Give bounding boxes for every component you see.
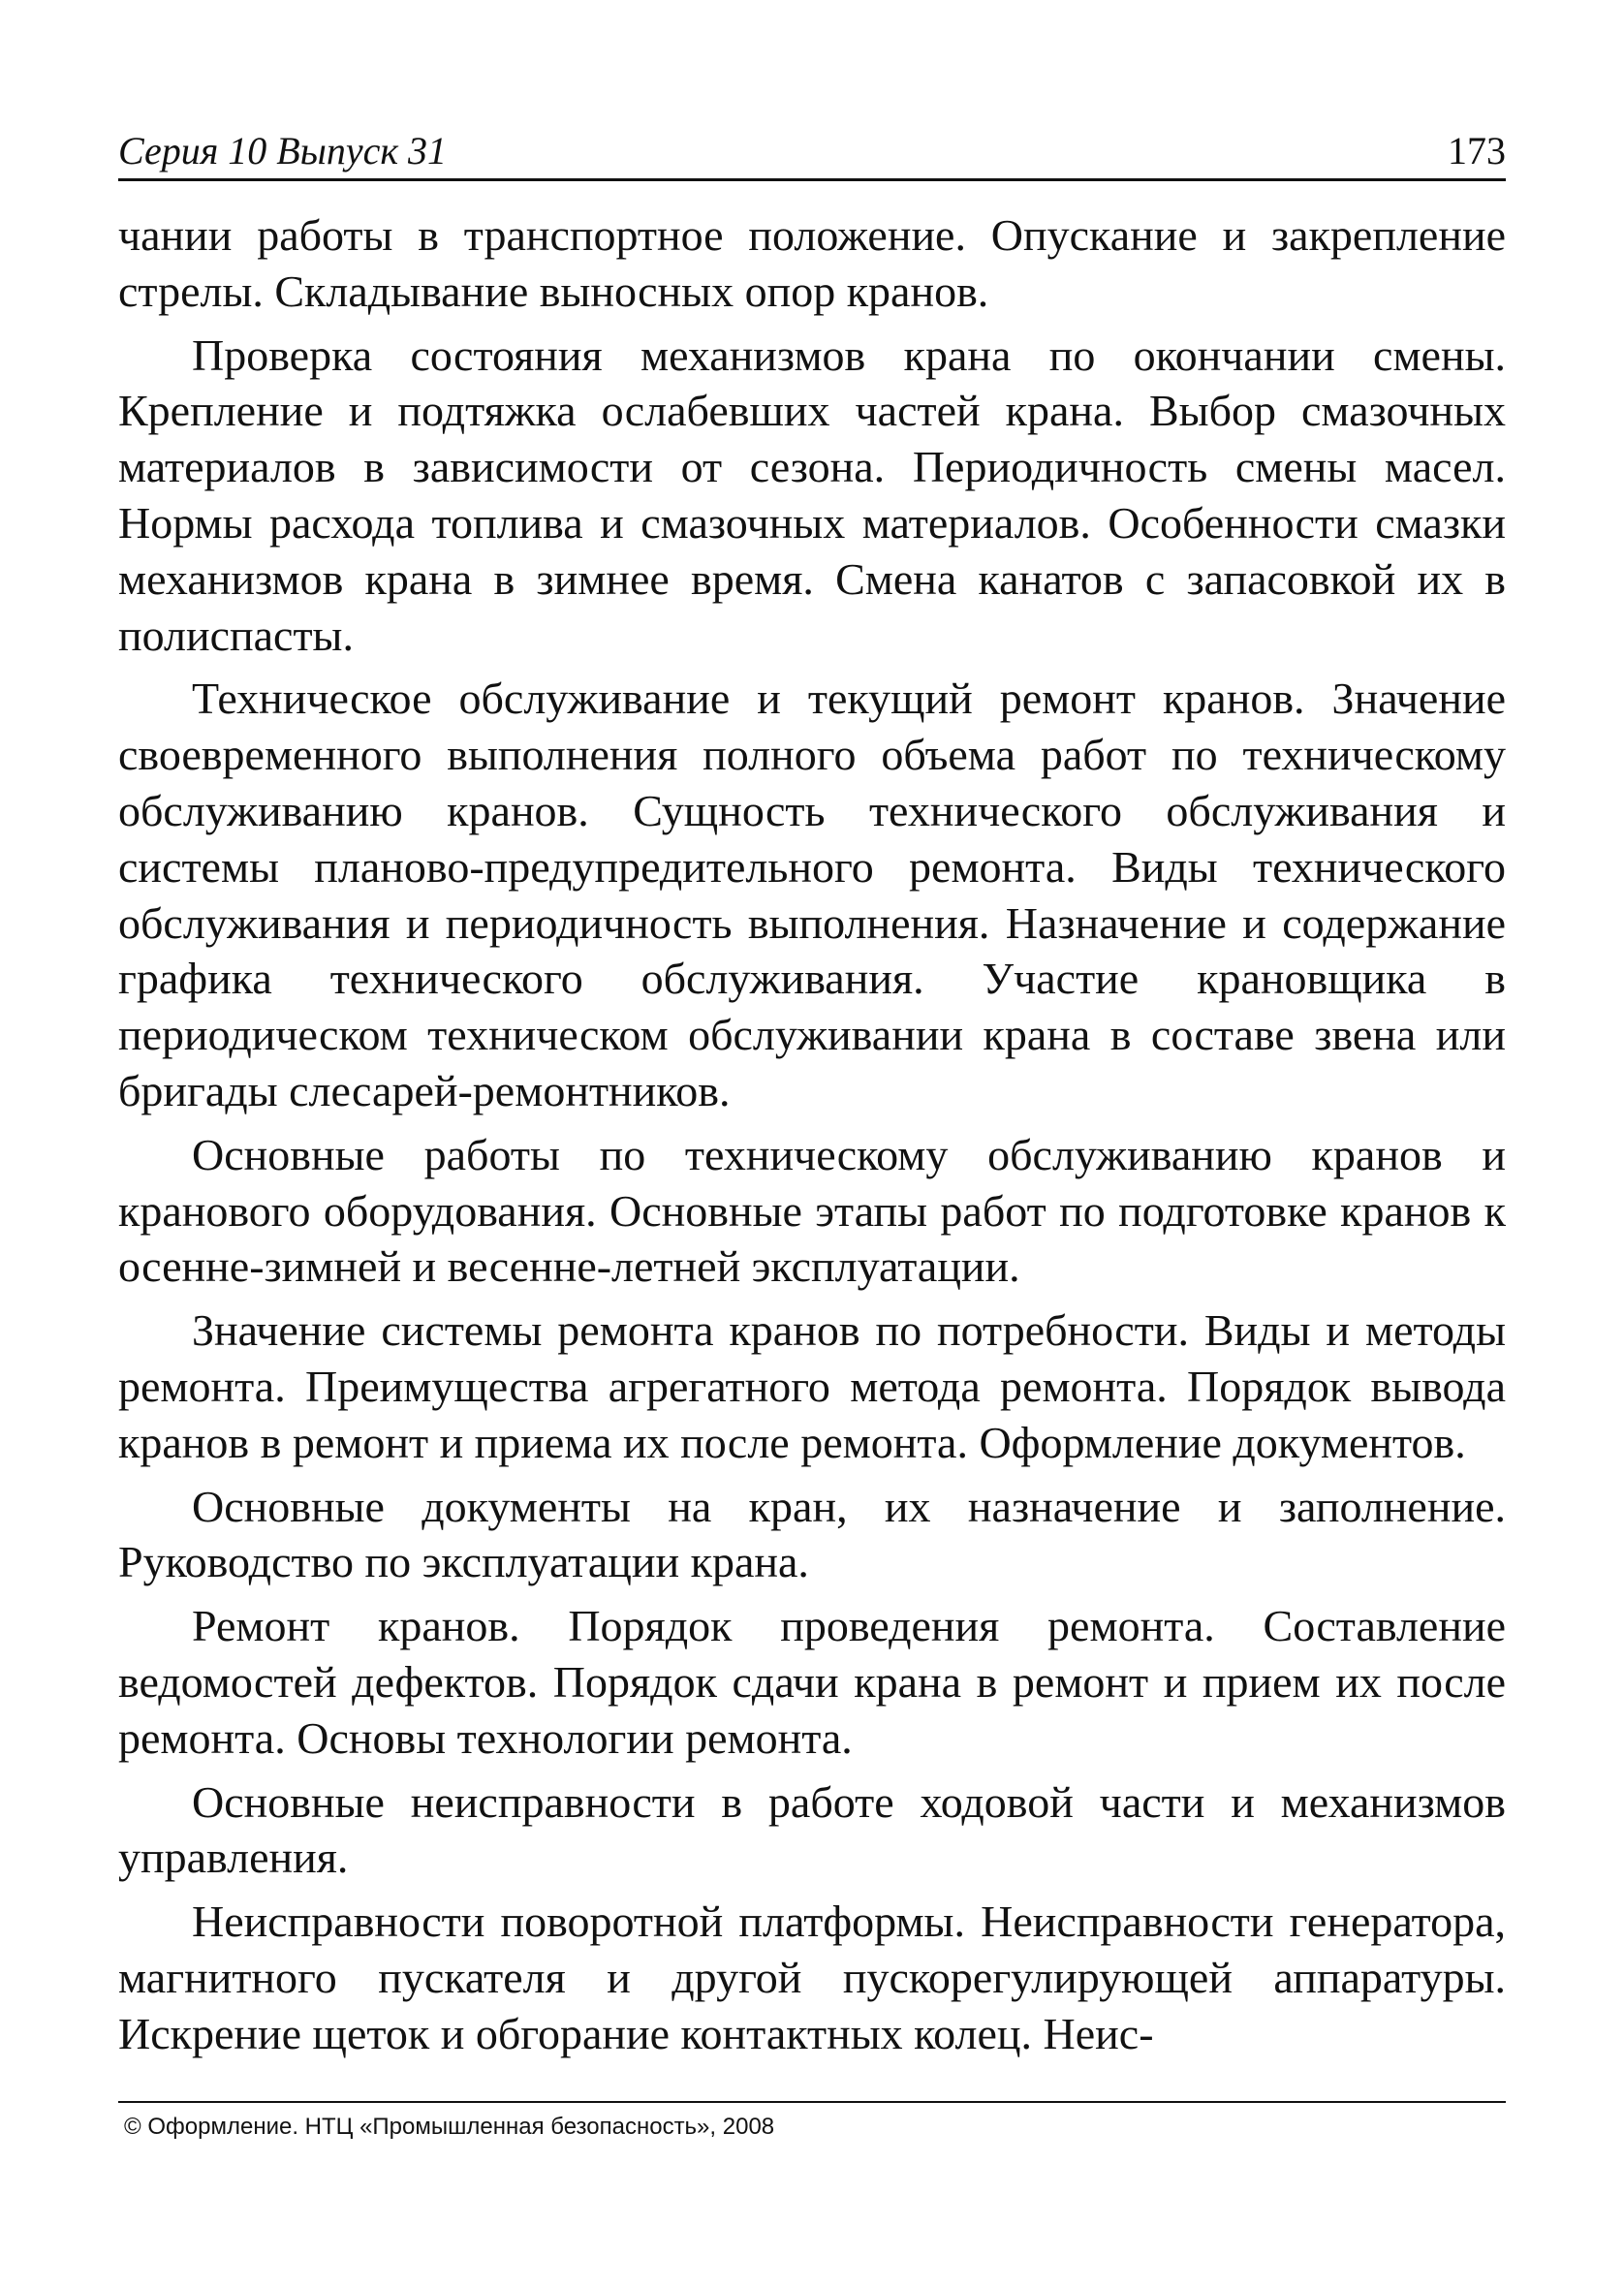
paragraph: Неисправности поворотной платформы. Неисправности генератора, магнитного пускателя и другой пускорегулирующей аппаратуры. Искрение щеток и обгорание контактных колец. Неис-: [118, 1897, 1506, 2058]
page-number: 173: [1448, 129, 1506, 172]
paragraph: чании работы в транспортное положение. Опускание и закрепление стрелы. Складывание выносных опор кранов.: [118, 210, 1506, 316]
running-header: [118, 124, 1506, 181]
paragraph: Ремонт кранов. Порядок проведения ремонта. Составление ведомостей дефектов. Порядок сдачи крана в ремонт и прием их после ремонта. Основы технологии ремонта.: [118, 1601, 1506, 1763]
series-title: Серия 10 Выпуск 31: [118, 129, 448, 172]
body-text: [118, 207, 1506, 2070]
paragraph: Основные неисправности в работе ходовой части и механизмов управления.: [118, 1776, 1506, 1883]
paragraph: Значение системы ремонта кранов по потребности. Виды и методы ремонта. Преимущества агрегатного метода ремонта. Порядок вывода кранов в ремонт и приема их после ремонта. Оформление документов.: [118, 1305, 1506, 1467]
page-footer: [118, 2101, 1506, 2140]
copyright-notice: © Оформление. НТЦ «Промышленная безопасность», 2008: [124, 2114, 775, 2140]
paragraph: Техническое обслуживание и текущий ремонт кранов. Значение своевременного выполнения полного объема работ по техническому обслуживанию кранов. Сущность технического обслуживания и системы планово-предупредительного ремонта. Виды технического обслуживания и периодичность выполнения. Назначение и содержание графика технического обслуживания. Участие крановщика в периодическом техническом обслуживании крана в составе звена или бригады слесарей-ремонтников.: [118, 674, 1506, 1115]
paragraph: Основные документы на кран, их назначение и заполнение. Руководство по эксплуатации крана.: [118, 1481, 1506, 1587]
paragraph: Основные работы по техническому обслуживанию кранов и кранового оборудования. Основные этапы работ по подготовке кранов к осенне-зимней и весенне-летней эксплуатации.: [118, 1129, 1506, 1292]
paragraph: Проверка состояния механизмов крана по окончании смены. Крепление и подтяжка ослабевших частей крана. Выбор смазочных материалов в зависимости от сезона. Периодичность смены масел. Нормы расхода топлива и смазочных материалов. Особенности смазки механизмов крана в зимнее время. Смена канатов с запасовкой их в полиспасты.: [118, 329, 1506, 660]
